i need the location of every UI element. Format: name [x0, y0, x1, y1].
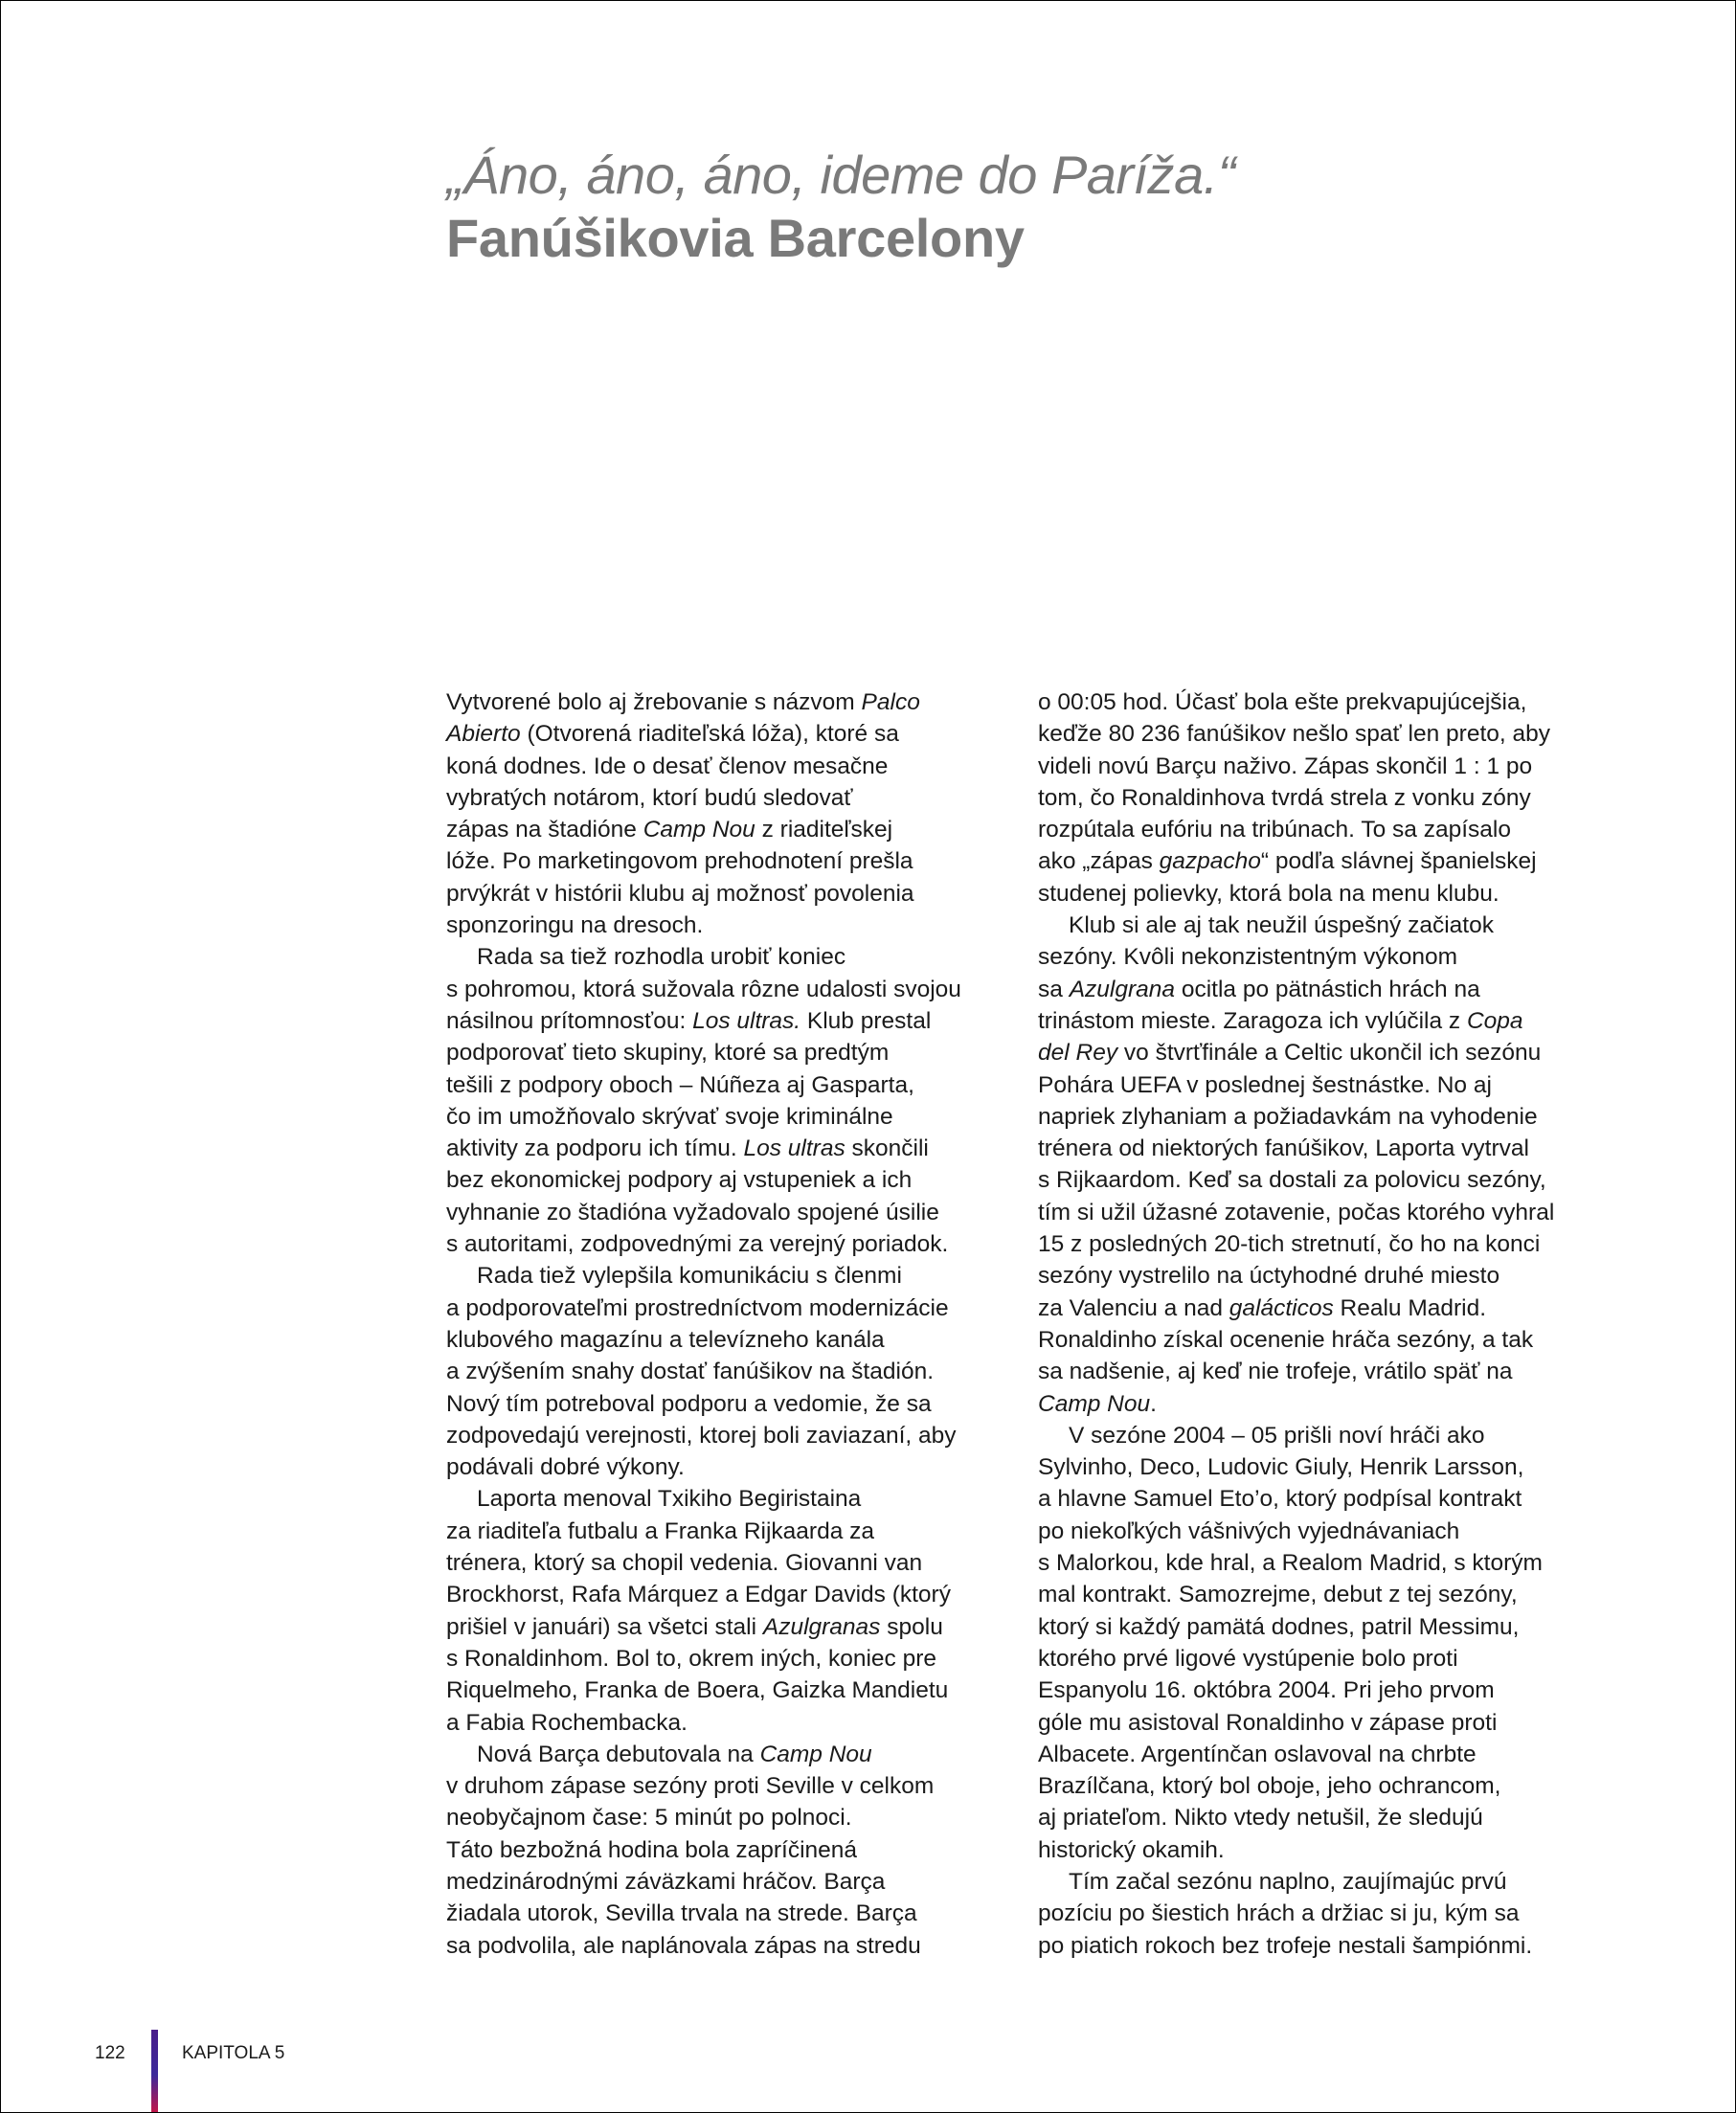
text-line	[446, 1802, 1021, 1833]
text-line	[446, 686, 1021, 718]
text-segment: Realu Madrid.	[1333, 1294, 1487, 1321]
text-segment: prišiel v januári) sa všetci stali	[446, 1613, 763, 1640]
text-segment: Pohára UEFA v poslednej šestnástke. No aj	[1038, 1071, 1492, 1098]
text-segment: videli novú Barçu naživo. Zápas skončil 1 : 1 po	[1038, 753, 1533, 779]
text-line	[1038, 1101, 1612, 1133]
text-segment: a zvýšením snahy dostať fanúšikov na štadión.	[446, 1359, 934, 1385]
text-segment: lóže. Po marketingovom prehodnotení prešla	[446, 848, 913, 875]
italic-phrase: Azulgranas	[762, 1613, 881, 1640]
text-segment: tom, čo Ronaldinhova tvrdá strela z vonku zóny	[1038, 784, 1531, 811]
text-line	[446, 1324, 1021, 1356]
text-segment: Nová Barça debutovala na	[477, 1741, 760, 1767]
heading-quote: „Áno, áno, áno, ideme do Paríža.“	[446, 145, 1235, 205]
text-line	[1038, 1834, 1612, 1866]
text-segment: keďže 80 236 fanúšikov nešlo spať len preto, aby	[1038, 721, 1551, 748]
text-line	[1038, 974, 1612, 1005]
text-line	[446, 1356, 1021, 1387]
text-line	[446, 1516, 1021, 1547]
text-line	[446, 1834, 1021, 1866]
text-line	[1038, 1197, 1612, 1228]
text-line	[1038, 1228, 1612, 1260]
text-line	[1038, 1770, 1612, 1802]
text-segment: sa nadšenie, aj keď nie trofeje, vrátilo späť na	[1038, 1359, 1513, 1385]
text-segment: o 00:05 hod. Účasť bola ešte prekvapujúcejšia,	[1038, 689, 1527, 715]
text-segment: historický okamih.	[1038, 1836, 1225, 1863]
text-segment: s Ronaldinhom. Bol to, okrem iných, koniec pre	[446, 1645, 937, 1672]
text-line	[1038, 1802, 1612, 1833]
text-line	[1038, 878, 1612, 910]
text-line	[446, 1037, 1021, 1068]
italic-phrase: del Rey	[1038, 1040, 1118, 1067]
text-line	[446, 1420, 1021, 1451]
text-line	[1038, 1420, 1612, 1451]
text-line	[1038, 718, 1612, 750]
text-segment: Rada sa tiež rozhodla urobiť koniec	[477, 944, 846, 971]
text-line	[446, 1260, 1021, 1292]
italic-phrase: Los ultras.	[692, 1007, 801, 1034]
text-line	[446, 1133, 1021, 1164]
text-line	[446, 1579, 1021, 1610]
text-line	[446, 1388, 1021, 1420]
text-line	[1038, 814, 1612, 845]
text-segment: ako „zápas	[1038, 848, 1160, 875]
text-segment: a Fabia Rochembacka.	[446, 1709, 688, 1736]
text-segment: Klub si ale aj tak neužil úspešný začiatok	[1069, 912, 1494, 939]
text-segment: mal kontrakt. Samozrejme, debut z tej sezóny,	[1038, 1582, 1518, 1608]
text-line	[446, 1930, 1021, 1962]
text-line	[1038, 1579, 1612, 1610]
text-line	[446, 974, 1021, 1005]
text-segment: s autoritami, zodpovednými za verejný poriadok.	[446, 1231, 949, 1258]
text-segment: vybratých notárom, ktorí budú sledovať	[446, 784, 853, 811]
text-segment: V sezóne 2004 – 05 prišli noví hráči ako	[1069, 1422, 1485, 1449]
text-line	[446, 1707, 1021, 1739]
text-segment: sezóny vystrelilo na úctyhodné druhé miesto	[1038, 1263, 1500, 1290]
italic-phrase: Azulgrana	[1069, 976, 1176, 1002]
text-line	[1038, 1739, 1612, 1770]
text-segment: po niekoľkých vášnivých vyjednávaniach	[1038, 1517, 1460, 1544]
text-segment: trénera od niektorých fanúšikov, Laporta vytrval	[1038, 1135, 1529, 1162]
text-line	[446, 1739, 1021, 1770]
text-segment: bez ekonomickej podpory aj vstupeniek a ich	[446, 1167, 913, 1194]
text-segment: Albacete. Argentínčan oslavoval na chrbte	[1038, 1741, 1477, 1767]
text-line	[446, 1069, 1021, 1101]
text-segment: (Otvorená riaditeľská lóža), ktoré sa	[520, 721, 899, 748]
text-segment: s pohromou, ktorá sužovala rôzne udalosti svojou	[446, 976, 961, 1002]
text-line	[1038, 1643, 1612, 1675]
text-line	[1038, 1611, 1612, 1643]
text-segment: aj priateľom. Nikto vtedy netušil, že sledujú	[1038, 1805, 1483, 1832]
text-line	[1038, 1898, 1612, 1929]
text-line	[446, 1101, 1021, 1133]
text-segment: ktorého prvé ligové vystúpenie bolo proti	[1038, 1645, 1458, 1672]
page-number: 122	[95, 2043, 125, 2063]
text-line	[1038, 1547, 1612, 1579]
text-line	[446, 1770, 1021, 1802]
text-line	[1038, 782, 1612, 814]
text-segment: z riaditeľskej	[755, 817, 893, 843]
text-line	[1038, 1260, 1612, 1292]
text-segment: Espanyolu 16. októbra 2004. Pri jeho prvom	[1038, 1677, 1495, 1704]
text-line	[1038, 1164, 1612, 1196]
text-line	[446, 1866, 1021, 1898]
text-segment: násilnou prítomnosťou:	[446, 1007, 693, 1034]
text-segment: Klub prestal	[800, 1007, 932, 1034]
text-segment: zodpovedajú verejnosti, ktorej boli zaviazaní, aby	[446, 1422, 957, 1449]
italic-phrase: Los ultras	[743, 1135, 845, 1162]
text-line	[1038, 1866, 1612, 1898]
text-line	[446, 1547, 1021, 1579]
text-segment: trinástom mieste. Zaragoza ich vylúčila z	[1038, 1007, 1467, 1034]
text-line	[1038, 941, 1612, 973]
footer-color-bar	[151, 2030, 158, 2112]
text-segment: tím si užil úžasné zotavenie, počas ktorého vyhral	[1038, 1199, 1555, 1225]
italic-phrase: Camp Nou	[643, 817, 755, 843]
text-line	[1038, 1133, 1612, 1164]
italic-phrase: Palco	[861, 689, 920, 715]
text-segment: Táto bezbožná hodina bola zapríčinená	[446, 1836, 858, 1863]
text-segment: Laporta menoval Txikiho Begiristaina	[477, 1486, 862, 1513]
text-segment: zápas na štadióne	[446, 817, 643, 843]
text-line	[446, 878, 1021, 910]
text-segment: trénera, ktorý sa chopil vedenia. Giovanni van	[446, 1550, 923, 1577]
text-segment: Vytvorené bolo aj žrebovanie s názvom	[446, 689, 862, 715]
italic-phrase: Camp Nou	[759, 1741, 872, 1767]
text-line	[1038, 1037, 1612, 1068]
text-segment: .	[1150, 1390, 1157, 1417]
text-segment: podporovať tieto skupiny, ktoré sa predtým	[446, 1040, 890, 1067]
heading-attribution: Fanúšikovia Barcelony	[446, 208, 1025, 268]
text-segment: s Malorkou, kde hral, a Realom Madrid, s ktorým	[1038, 1550, 1543, 1577]
text-segment: po piatich rokoch bez trofeje nestali šampiónmi.	[1038, 1932, 1533, 1959]
text-segment: a hlavne Samuel Eto’o, ktorý podpísal kontrakt	[1038, 1486, 1522, 1513]
text-segment: v druhom zápase sezóny proti Seville v celkom	[446, 1773, 935, 1800]
text-segment: sa	[1038, 976, 1070, 1002]
text-line	[1038, 1483, 1612, 1515]
text-line	[1038, 751, 1612, 782]
text-line	[446, 941, 1021, 973]
text-line	[446, 1675, 1021, 1706]
chapter-heading	[446, 144, 1595, 270]
text-line	[1038, 1930, 1612, 1962]
text-line	[1038, 1356, 1612, 1387]
page-footer	[0, 2030, 1736, 2106]
text-segment: sa podvolila, ale naplánovala zápas na stredu	[446, 1932, 921, 1959]
text-segment: za riaditeľa futbalu a Franka Rijkaarda za	[446, 1517, 875, 1544]
text-line	[1038, 1293, 1612, 1324]
text-segment: aktivity za podporu ich tímu.	[446, 1135, 744, 1162]
text-line	[1038, 686, 1612, 718]
text-line	[1038, 1516, 1612, 1547]
text-line	[446, 1228, 1021, 1260]
italic-phrase: Abierto	[446, 721, 521, 748]
chapter-label: KAPITOLA 5	[182, 2043, 285, 2063]
text-segment: čo im umožňovalo skrývať svoje kriminálne	[446, 1103, 893, 1130]
text-segment: ktorý si každý pamätá dodnes, patril Messimu,	[1038, 1613, 1520, 1640]
text-segment: vyhnanie zo štadióna vyžadovalo spojené úsilie	[446, 1199, 939, 1225]
italic-phrase: galácticos	[1229, 1294, 1334, 1321]
text-segment: pozíciu po šiestich hrách a držiac si ju, kým sa	[1038, 1900, 1520, 1927]
text-line	[446, 718, 1021, 750]
text-segment: ocitla po pätnástich hrách na	[1175, 976, 1480, 1002]
text-segment: žiadala utorok, Sevilla trvala na strede. Barça	[446, 1900, 917, 1927]
text-line	[1038, 845, 1612, 877]
text-segment: Rada tiež vylepšila komunikáciu s členmi	[477, 1263, 902, 1290]
text-segment: neobyčajnom čase: 5 minút po polnoci.	[446, 1805, 852, 1832]
text-segment: studenej polievky, ktorá bola na menu klubu.	[1038, 880, 1499, 907]
text-segment: koná dodnes. Ide o desať členov mesačne	[446, 753, 889, 779]
text-line	[1038, 910, 1612, 941]
text-line	[446, 814, 1021, 845]
text-segment: tešili z podpory oboch – Núñeza aj Gasparta,	[446, 1071, 914, 1098]
text-segment: s Rijkaardom. Keď sa dostali za polovicu sezóny,	[1038, 1167, 1546, 1194]
text-segment: spolu	[880, 1613, 943, 1640]
text-line	[446, 1197, 1021, 1228]
text-segment: Tím začal sezónu naplno, zaujímajúc prvú	[1069, 1868, 1507, 1895]
text-segment: sezóny. Kvôli nekonzistentným výkonom	[1038, 944, 1458, 971]
text-segment: Riquelmeho, Franka de Boera, Gaizka Mandietu	[446, 1677, 949, 1704]
text-line	[446, 1293, 1021, 1324]
text-segment: medzinárodnými záväzkami hráčov. Barça	[446, 1868, 886, 1895]
text-segment: góle mu asistoval Ronaldinho v zápase proti	[1038, 1709, 1498, 1736]
text-segment: napriek zlyhaniam a požiadavkám na vyhodenie	[1038, 1103, 1538, 1130]
text-line	[446, 910, 1021, 941]
text-line	[1038, 1451, 1612, 1483]
text-line	[446, 845, 1021, 877]
text-segment: Brockhorst, Rafa Márquez a Edgar Davids (ktorý	[446, 1582, 951, 1608]
text-segment: a podporovateľmi prostredníctvom modernizácie	[446, 1294, 949, 1321]
italic-phrase: Copa	[1466, 1007, 1523, 1034]
text-segment: podávali dobré výkony.	[446, 1454, 685, 1481]
text-segment: klubového magazínu a televízneho kanála	[446, 1326, 885, 1353]
text-line	[1038, 1069, 1612, 1101]
text-line	[1038, 1388, 1612, 1420]
italic-phrase: Camp Nou	[1038, 1390, 1151, 1417]
text-line	[446, 782, 1021, 814]
text-segment: Sylvinho, Deco, Ludovic Giuly, Henrik Larsson,	[1038, 1454, 1524, 1481]
text-line	[446, 1898, 1021, 1929]
text-line	[446, 1611, 1021, 1643]
text-segment: skončili	[845, 1135, 929, 1162]
text-line	[1038, 1707, 1612, 1739]
text-segment: sponzoringu na dresoch.	[446, 912, 704, 939]
text-segment: vo štvrťfinále a Celtic ukončil ich sezónu	[1117, 1040, 1542, 1067]
text-line	[1038, 1324, 1612, 1356]
text-line	[446, 1643, 1021, 1675]
text-segment: 15 z posledných 20-tich stretnutí, čo ho na konci	[1038, 1231, 1541, 1258]
text-segment: za Valenciu a nad	[1038, 1294, 1229, 1321]
text-segment: Brazílčana, ktorý bol oboje, jeho ochrancom,	[1038, 1773, 1501, 1800]
italic-phrase: gazpacho	[1159, 848, 1261, 875]
text-segment: Nový tím potreboval podporu a vedomie, že sa	[446, 1390, 932, 1417]
text-line	[446, 1451, 1021, 1483]
text-column-left	[446, 686, 1021, 1962]
text-segment: prvýkrát v histórii klubu aj možnosť povolenia	[446, 880, 914, 907]
text-line	[446, 1005, 1021, 1037]
text-line	[446, 751, 1021, 782]
text-line	[446, 1483, 1021, 1515]
text-line	[446, 1164, 1021, 1196]
text-segment: Ronaldinho získal ocenenie hráča sezóny, a tak	[1038, 1326, 1534, 1353]
text-column-right	[1038, 686, 1612, 1962]
text-line	[1038, 1675, 1612, 1706]
text-line	[1038, 1005, 1612, 1037]
text-segment: “ podľa slávnej španielskej	[1260, 848, 1537, 875]
text-segment: rozpútala eufóriu na tribúnach. To sa zapísalo	[1038, 817, 1511, 843]
